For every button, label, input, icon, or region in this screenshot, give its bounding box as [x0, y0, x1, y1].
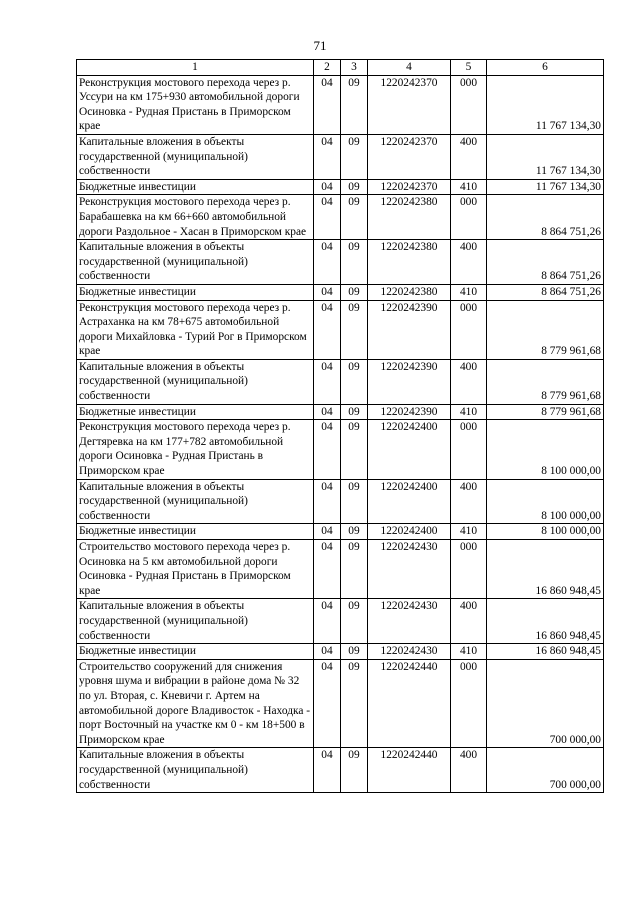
section-code: 04 — [314, 179, 341, 195]
item-name: Реконструкция мостового перехода через р. Уссури на км 175+930 автомобильной дороги Осиновка - Рудная Пристань в Приморском крае — [77, 75, 314, 134]
expense-type-code: 000 — [451, 420, 487, 479]
section-code: 04 — [314, 540, 341, 599]
amount: 8 779 961,68 — [487, 300, 604, 359]
table-row — [77, 404, 604, 420]
section-code: 04 — [314, 524, 341, 540]
section-code: 04 — [314, 240, 341, 285]
target-article-code: 1220242390 — [368, 404, 451, 420]
table-row — [77, 420, 604, 479]
subsection-code: 09 — [341, 479, 368, 524]
section-code: 04 — [314, 300, 341, 359]
target-article-code: 1220242400 — [368, 420, 451, 479]
table-row — [77, 75, 604, 134]
target-article-code: 1220242400 — [368, 524, 451, 540]
subsection-code: 09 — [341, 540, 368, 599]
amount: 16 860 948,45 — [487, 599, 604, 644]
amount: 16 860 948,45 — [487, 540, 604, 599]
subsection-code: 09 — [341, 75, 368, 134]
target-article-code: 1220242390 — [368, 359, 451, 404]
target-article-code: 1220242440 — [368, 748, 451, 793]
subsection-code: 09 — [341, 284, 368, 300]
expense-type-code: 000 — [451, 75, 487, 134]
table-row — [77, 195, 604, 240]
expense-type-code: 400 — [451, 479, 487, 524]
table-row — [77, 359, 604, 404]
section-code: 04 — [314, 134, 341, 179]
target-article-code: 1220242430 — [368, 644, 451, 660]
target-article-code: 1220242370 — [368, 134, 451, 179]
budget-table — [76, 59, 604, 793]
expense-type-code: 000 — [451, 540, 487, 599]
expense-type-code: 400 — [451, 748, 487, 793]
amount: 700 000,00 — [487, 748, 604, 793]
section-code: 04 — [314, 659, 341, 748]
expense-type-code: 410 — [451, 404, 487, 420]
amount: 8 779 961,68 — [487, 359, 604, 404]
amount: 11 767 134,30 — [487, 75, 604, 134]
subsection-code: 09 — [341, 524, 368, 540]
item-name: Реконструкция мостового перехода через р. Астраханка на км 78+675 автомобильной дороги Михайловка - Турий Рог в Приморском крае — [77, 300, 314, 359]
target-article-code: 1220242400 — [368, 479, 451, 524]
expense-type-code: 400 — [451, 134, 487, 179]
target-article-code: 1220242380 — [368, 284, 451, 300]
section-code: 04 — [314, 599, 341, 644]
expense-type-code: 410 — [451, 284, 487, 300]
item-name: Строительство сооружений для снижения уровня шума и вибрации в районе дома № 32 по ул. Вторая, с. Кневичи г. Артем на автомобильной дороге Владивосток - Находка - порт Восточный на участке км 0 - км 18+500 в Приморском крае — [77, 659, 314, 748]
header-col-3: 3 — [341, 60, 368, 76]
subsection-code: 09 — [341, 195, 368, 240]
section-code: 04 — [314, 359, 341, 404]
section-code: 04 — [314, 404, 341, 420]
subsection-code: 09 — [341, 659, 368, 748]
subsection-code: 09 — [341, 404, 368, 420]
item-name: Капитальные вложения в объекты государственной (муниципальной) собственности — [77, 240, 314, 285]
expense-type-code: 410 — [451, 644, 487, 660]
target-article-code: 1220242380 — [368, 195, 451, 240]
item-name: Бюджетные инвестиции — [77, 284, 314, 300]
table-row — [77, 240, 604, 285]
expense-type-code: 410 — [451, 179, 487, 195]
table-row — [77, 179, 604, 195]
item-name: Реконструкция мостового перехода через р. Дегтяревка на км 177+782 автомобильной дороги Осиновка - Рудная Пристань в Приморском крае — [77, 420, 314, 479]
target-article-code: 1220242370 — [368, 75, 451, 134]
amount: 8 864 751,26 — [487, 240, 604, 285]
subsection-code: 09 — [341, 179, 368, 195]
item-name: Бюджетные инвестиции — [77, 524, 314, 540]
table-row — [77, 644, 604, 660]
target-article-code: 1220242380 — [368, 240, 451, 285]
table-row — [77, 599, 604, 644]
header-col-6: 6 — [487, 60, 604, 76]
subsection-code: 09 — [341, 240, 368, 285]
amount: 700 000,00 — [487, 659, 604, 748]
item-name: Бюджетные инвестиции — [77, 179, 314, 195]
expense-type-code: 410 — [451, 524, 487, 540]
item-name: Капитальные вложения в объекты государственной (муниципальной) собственности — [77, 359, 314, 404]
item-name: Бюджетные инвестиции — [77, 404, 314, 420]
subsection-code: 09 — [341, 134, 368, 179]
amount: 8 864 751,26 — [487, 284, 604, 300]
section-code: 04 — [314, 479, 341, 524]
subsection-code: 09 — [341, 359, 368, 404]
amount: 8 100 000,00 — [487, 420, 604, 479]
item-name: Бюджетные инвестиции — [77, 644, 314, 660]
table-row — [77, 134, 604, 179]
table-row — [77, 659, 604, 748]
header-col-2: 2 — [314, 60, 341, 76]
item-name: Реконструкция мостового перехода через р. Барабашевка на км 66+660 автомобильной дороги Раздольное - Хасан в Приморском крае — [77, 195, 314, 240]
page-number: 71 — [313, 38, 327, 53]
table-row — [77, 524, 604, 540]
subsection-code: 09 — [341, 420, 368, 479]
section-code: 04 — [314, 420, 341, 479]
header-col-4: 4 — [368, 60, 451, 76]
expense-type-code: 400 — [451, 359, 487, 404]
header-col-5: 5 — [451, 60, 487, 76]
section-code: 04 — [314, 748, 341, 793]
header-col-1: 1 — [77, 60, 314, 76]
section-code: 04 — [314, 75, 341, 134]
table-row — [77, 284, 604, 300]
table-row — [77, 300, 604, 359]
table-row — [77, 540, 604, 599]
table-header-row — [77, 60, 604, 76]
expense-type-code: 400 — [451, 240, 487, 285]
subsection-code: 09 — [341, 300, 368, 359]
item-name: Капитальные вложения в объекты государственной (муниципальной) собственности — [77, 134, 314, 179]
target-article-code: 1220242430 — [368, 540, 451, 599]
target-article-code: 1220242440 — [368, 659, 451, 748]
subsection-code: 09 — [341, 748, 368, 793]
amount: 11 767 134,30 — [487, 134, 604, 179]
item-name: Капитальные вложения в объекты государственной (муниципальной) собственности — [77, 479, 314, 524]
amount: 8 100 000,00 — [487, 524, 604, 540]
expense-type-code: 000 — [451, 195, 487, 240]
section-code: 04 — [314, 284, 341, 300]
section-code: 04 — [314, 644, 341, 660]
expense-type-code: 000 — [451, 300, 487, 359]
item-name: Капитальные вложения в объекты государственной (муниципальной) собственности — [77, 599, 314, 644]
item-name: Капитальные вложения в объекты государственной (муниципальной) собственности — [77, 748, 314, 793]
section-code: 04 — [314, 195, 341, 240]
expense-type-code: 400 — [451, 599, 487, 644]
subsection-code: 09 — [341, 644, 368, 660]
target-article-code: 1220242370 — [368, 179, 451, 195]
table-row — [77, 479, 604, 524]
target-article-code: 1220242390 — [368, 300, 451, 359]
amount: 8 864 751,26 — [487, 195, 604, 240]
target-article-code: 1220242430 — [368, 599, 451, 644]
amount: 8 100 000,00 — [487, 479, 604, 524]
amount: 16 860 948,45 — [487, 644, 604, 660]
amount: 8 779 961,68 — [487, 404, 604, 420]
amount: 11 767 134,30 — [487, 179, 604, 195]
item-name: Строительство мостового перехода через р. Осиновка на 5 км автомобильной дороги Осиновка - Рудная Пристань в Приморском крае — [77, 540, 314, 599]
subsection-code: 09 — [341, 599, 368, 644]
expense-type-code: 000 — [451, 659, 487, 748]
table-row — [77, 748, 604, 793]
